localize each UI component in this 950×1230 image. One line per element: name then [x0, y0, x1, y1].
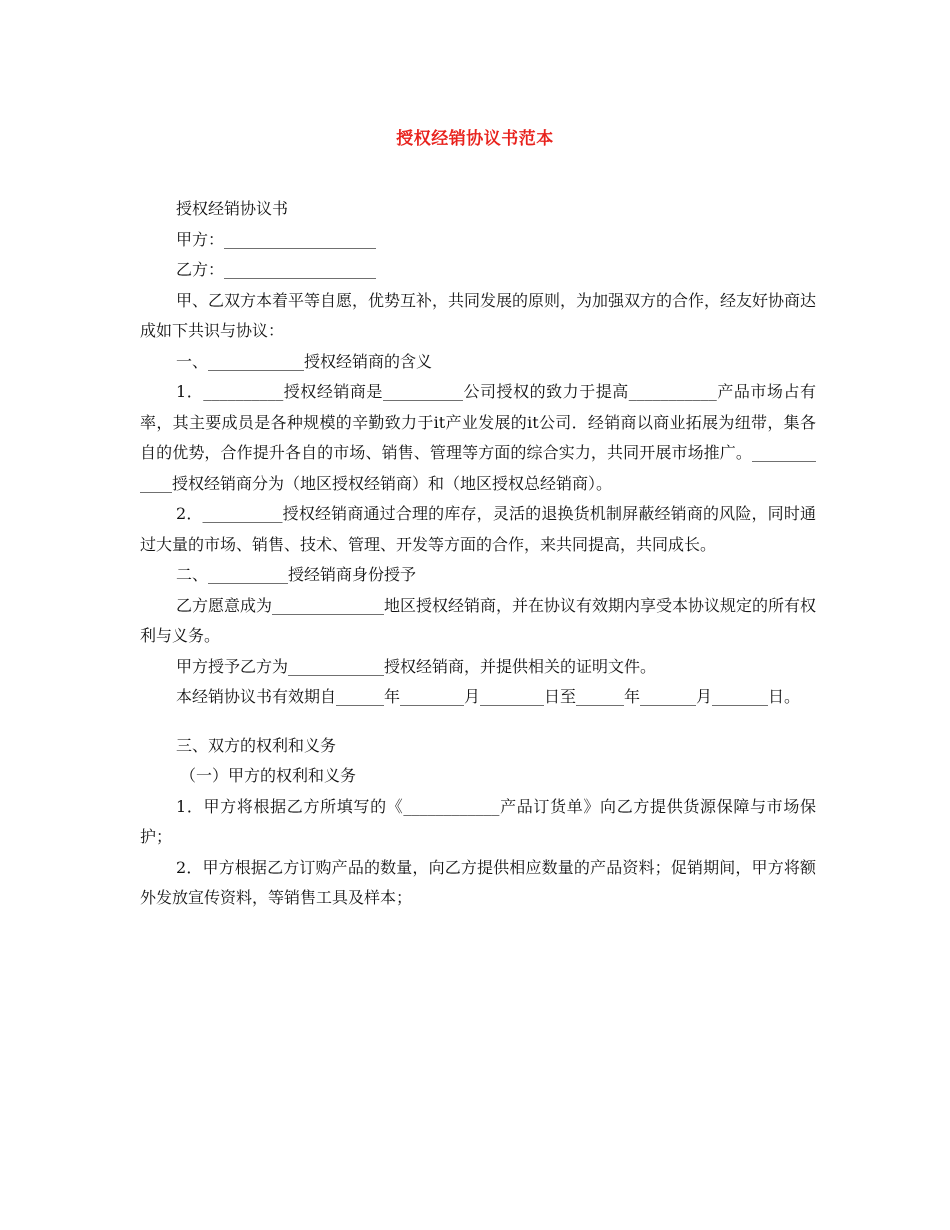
section-2-heading: 二、__________授经销商身份授予 [176, 565, 417, 584]
section-2-validity: 本经销协议书有效期自______年________月________日至______年_______月_______日。 [176, 687, 801, 706]
section-3-item-1: 1．甲方将根据乙方所填写的《____________产品订货单》向乙方提供货源保障与市场保护； [140, 796, 816, 846]
section-3-heading: 三、双方的权利和义务 [176, 735, 337, 755]
paragraph-heading: 授权经销协议书 [176, 199, 289, 218]
section-1-item-2: 2．__________授权经销商通过合理的库存，灵活的退换货机制屏蔽经销商的风险，同时通过大量的市场、销售、技术、管理、开发等方面的合作，来共同提高，共同成长。 [140, 504, 816, 554]
document-title: 授权经销协议书范本 [396, 129, 554, 149]
section-3-sub-heading: （一）甲方的权利和义务 [180, 766, 357, 785]
section-1-item-1: 1．__________授权经销商是__________公司授权的致力于提高___________产品市场占有率，其主要成员是各种规模的辛勤致力于it产业发展的it公司．经销商以商业拓展为纽带，集各自的优势，合作提升各自的市场、销售、管理等方面的综合实力，共同开展市场推广。____________授权经销商分为（地区授权经销商）和（地区授权总经销商）。 [140, 382, 816, 493]
paragraph-party-a: 甲方：___________________ [176, 229, 377, 249]
section-1-heading: 一、____________授权经销商的含义 [176, 351, 433, 371]
paragraph-party-b: 乙方：___________________ [176, 260, 377, 279]
section-3-item-2: 2．甲方根据乙方订购产品的数量，向乙方提供相应数量的产品资料；促销期间，甲方将额外发放宣传资料，等销售工具及样本； [140, 857, 816, 907]
spacer [140, 713, 816, 731]
paragraph-preamble: 甲、乙双方本着平等自愿，优势互补，共同发展的原则，为加强双方的合作，经友好协商达成如下共识与协议： [140, 290, 817, 340]
document-body [140, 194, 816, 914]
section-2-paragraph-1: 乙方愿意成为______________地区授权经销商，并在协议有效期内享受本协议规定的所有权利与义务。 [140, 595, 817, 645]
section-2-paragraph-2: 甲方授予乙方为____________授权经销商，并提供相关的证明文件。 [176, 656, 657, 676]
